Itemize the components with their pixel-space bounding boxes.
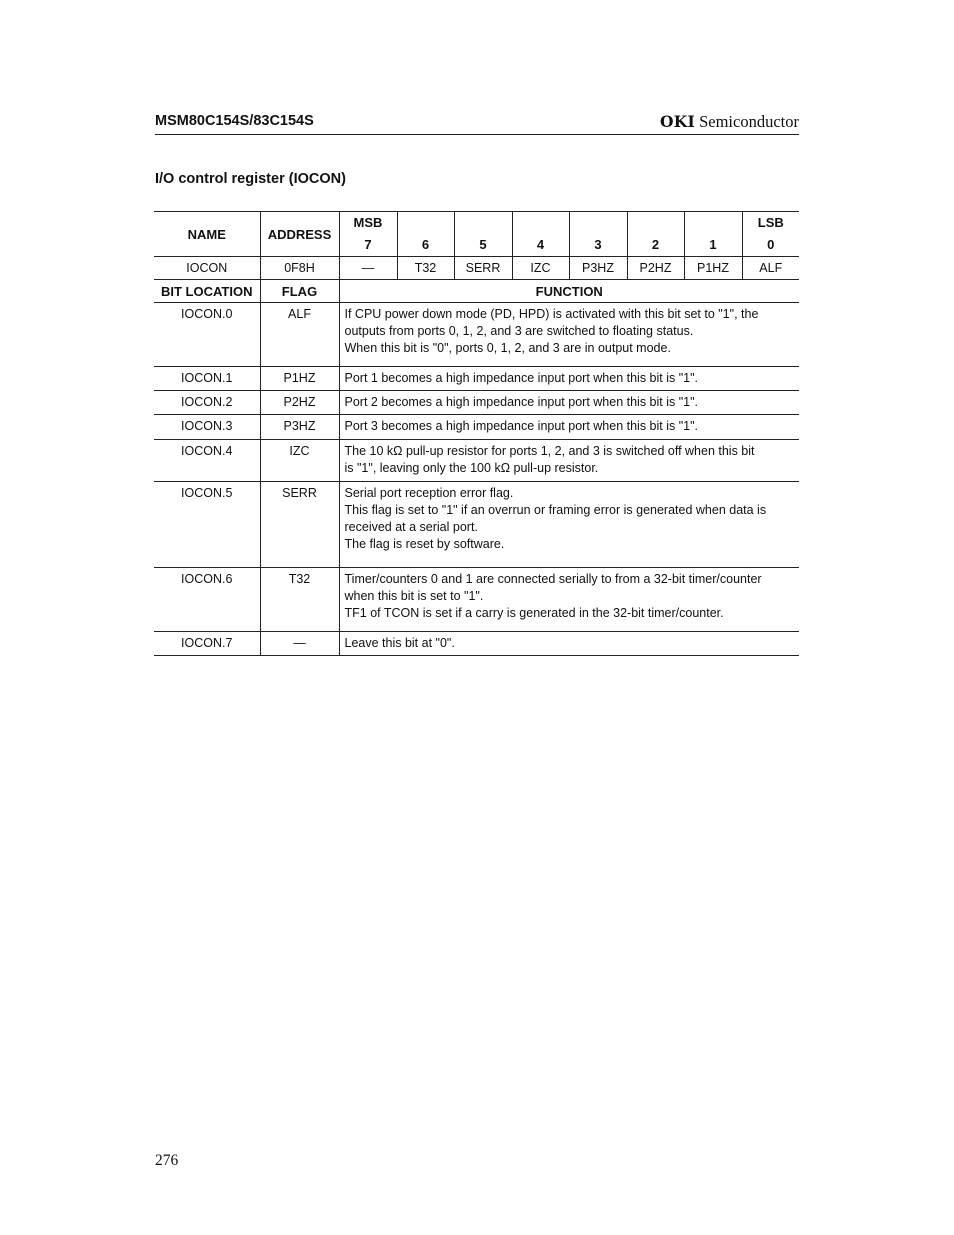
bit-value-4: IZC (512, 257, 569, 280)
bit-location: IOCON.3 (154, 415, 260, 439)
section-title: I/O control register (IOCON) (155, 171, 346, 187)
description-line: outputs from ports 0, 1, 2, and 3 are switched to floating status. (344, 324, 694, 339)
function-description (339, 415, 799, 439)
msb-label: MSB (353, 215, 383, 230)
description-line: Port 3 becomes a high impedance input port when this bit is "1". (344, 419, 699, 434)
bit-location: IOCON.1 (154, 367, 260, 391)
description-line: Timer/counters 0 and 1 are connected serially to from a 32-bit timer/counter (344, 571, 762, 586)
function-description (339, 367, 799, 391)
bit-value-7: — (339, 257, 397, 280)
bit-header-0 (742, 212, 799, 257)
lsb-label: LSB (757, 215, 784, 230)
description-line: TF1 of TCON is set if a carry is generated in the 32-bit timer/counter. (344, 606, 724, 621)
function-description (339, 481, 799, 567)
flag: P2HZ (260, 391, 339, 415)
description-line: when this bit is set to "1". (344, 588, 484, 603)
register-address: 0F8H (260, 257, 339, 280)
description-line: The 10 kΩ pull-up resistor for ports 1, 2, and 3 is switched off when this bit (344, 443, 755, 458)
function-header-row (154, 280, 799, 303)
function-description (339, 567, 799, 631)
bit-value-1: P1HZ (684, 257, 742, 280)
description-line: If CPU power down mode (PD, HPD) is activated with this bit set to "1", the (344, 307, 759, 321)
flag: P1HZ (260, 367, 339, 391)
bit-location: IOCON.4 (154, 439, 260, 481)
iocon-register-table (154, 211, 799, 656)
address-header: ADDRESS (260, 212, 339, 257)
bit-number: 7 (364, 237, 372, 252)
page-number: 276 (155, 1152, 179, 1169)
description-line: Port 2 becomes a high impedance input port when this bit is "1". (344, 395, 699, 410)
bit-value-2: P2HZ (627, 257, 684, 280)
flag: ALF (260, 303, 339, 367)
register-value-row (154, 257, 799, 280)
function-description (339, 303, 799, 367)
bit-header-6: 6 (397, 212, 454, 257)
register-header-row (154, 212, 799, 257)
function-row (154, 391, 799, 415)
oki-logo: OKI (659, 112, 696, 131)
description-line: The flag is reset by software. (344, 537, 505, 552)
description-line: Serial port reception error flag. (344, 485, 514, 500)
bit-header-7 (339, 212, 397, 257)
description-line: This flag is set to "1" if an overrun or framing error is generated when data is (344, 502, 767, 517)
flag: T32 (260, 567, 339, 631)
function-row (154, 439, 799, 481)
bit-location: IOCON.6 (154, 567, 260, 631)
function-row (154, 567, 799, 631)
description-line: received at a serial port. (344, 520, 478, 535)
function-row (154, 481, 799, 567)
bit-value-5: SERR (454, 257, 512, 280)
bit-header-1: 1 (684, 212, 742, 257)
page-header (155, 112, 799, 135)
flag: P3HZ (260, 415, 339, 439)
bit-location: IOCON.2 (154, 391, 260, 415)
bit-header-2: 2 (627, 212, 684, 257)
flag-header: FLAG (260, 280, 339, 303)
bit-location: IOCON.7 (154, 631, 260, 655)
description-line: When this bit is "0", ports 0, 1, 2, and 3 are in output mode. (344, 341, 671, 356)
function-row (154, 303, 799, 367)
brand-logo (660, 112, 799, 132)
name-header: NAME (154, 212, 260, 257)
register-name: IOCON (154, 257, 260, 280)
bit-header-3: 3 (569, 212, 627, 257)
function-row (154, 367, 799, 391)
bit-value-0: ALF (742, 257, 799, 280)
function-description (339, 391, 799, 415)
flag: IZC (260, 439, 339, 481)
description-line: is "1", leaving only the 100 kΩ pull-up resistor. (344, 460, 599, 475)
function-row (154, 631, 799, 655)
bit-location: IOCON.0 (154, 303, 260, 367)
brand-suffix: Semiconductor (699, 112, 799, 131)
description-line: Leave this bit at "0". (344, 635, 455, 650)
bit-location-header: BIT LOCATION (154, 280, 260, 303)
bit-location: IOCON.5 (154, 481, 260, 567)
description-line: Port 1 becomes a high impedance input port when this bit is "1". (344, 371, 699, 385)
flag: SERR (260, 481, 339, 567)
bit-header-4: 4 (512, 212, 569, 257)
function-row (154, 415, 799, 439)
function-description (339, 439, 799, 481)
bit-number: 0 (767, 237, 775, 252)
flag: — (260, 631, 339, 655)
function-header: FUNCTION (339, 280, 799, 303)
document-title: MSM80C154S/83C154S (155, 113, 314, 129)
bit-header-5: 5 (454, 212, 512, 257)
function-description (339, 631, 799, 655)
bit-value-3: P3HZ (569, 257, 627, 280)
bit-value-6: T32 (397, 257, 454, 280)
